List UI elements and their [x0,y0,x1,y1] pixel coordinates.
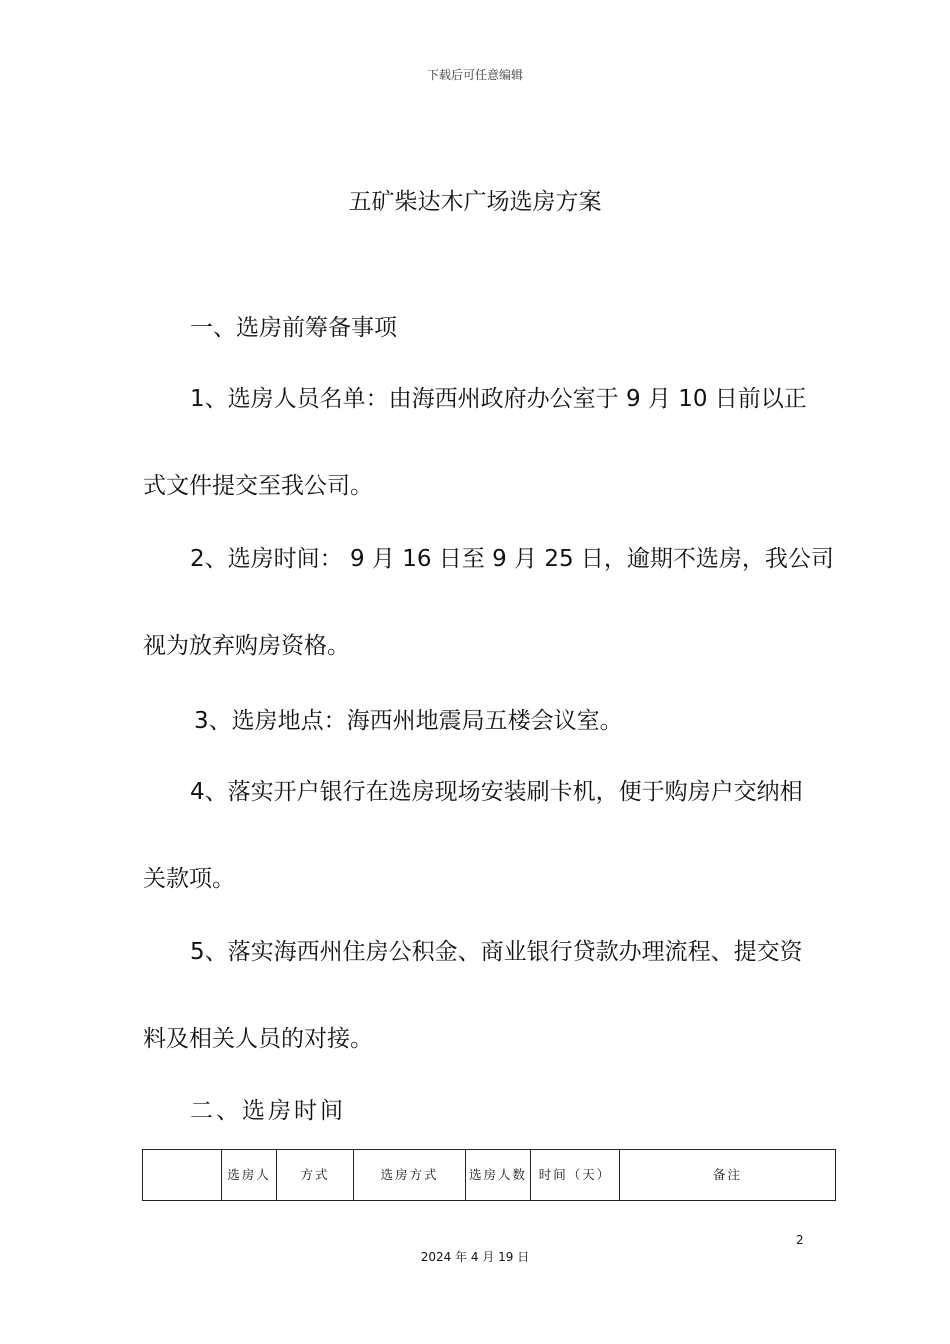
table-header-cell: 时间（天） [531,1150,620,1201]
table-header-cell: 选房人数 [466,1150,531,1201]
item-4-line-1: 4、落实开户银行在选房现场安装刷卡机，便于购房户交纳相 [190,779,803,805]
table-header-cell: 备注 [620,1150,836,1201]
item-2-line-1: 2、选房时间： 9 月 16 日至 9 月 25 日，逾期不选房，我公司 [190,546,834,572]
item-1-line-2: 式文件提交至我公司。 [143,473,373,499]
item-4-line-2: 关款项。 [143,866,235,892]
table-header-row [143,1150,836,1201]
item-5-line-2: 料及相关人员的对接。 [143,1026,373,1052]
page-number: 2 [796,1233,804,1247]
header-note: 下载后可任意编辑 [426,68,523,82]
footer-date: 2024 年 4 月 19 日 [420,1250,530,1264]
selection-time-table [142,1149,836,1201]
section-heading-one: 一、选房前筹备事项 [190,315,397,341]
table-header-cell: 方式 [277,1150,354,1201]
item-3-line-1: 3、选房地点：海西州地震局五楼会议室。 [194,708,623,734]
item-1-line-1: 1、选房人员名单：由海西州政府办公室于 9 月 10 日前以正 [190,386,807,412]
document-title: 五矿柴达木广场选房方案 [348,189,602,215]
table-header-cell [143,1150,222,1201]
item-2-line-2: 视为放弃购房资格。 [143,633,350,659]
table-header-cell: 选房方式 [354,1150,466,1201]
section-heading-two: 二、选房时间 [190,1098,346,1124]
table-header-cell: 选房人 [222,1150,277,1201]
item-5-line-1: 5、落实海西州住房公积金、商业银行贷款办理流程、提交资 [190,939,803,965]
